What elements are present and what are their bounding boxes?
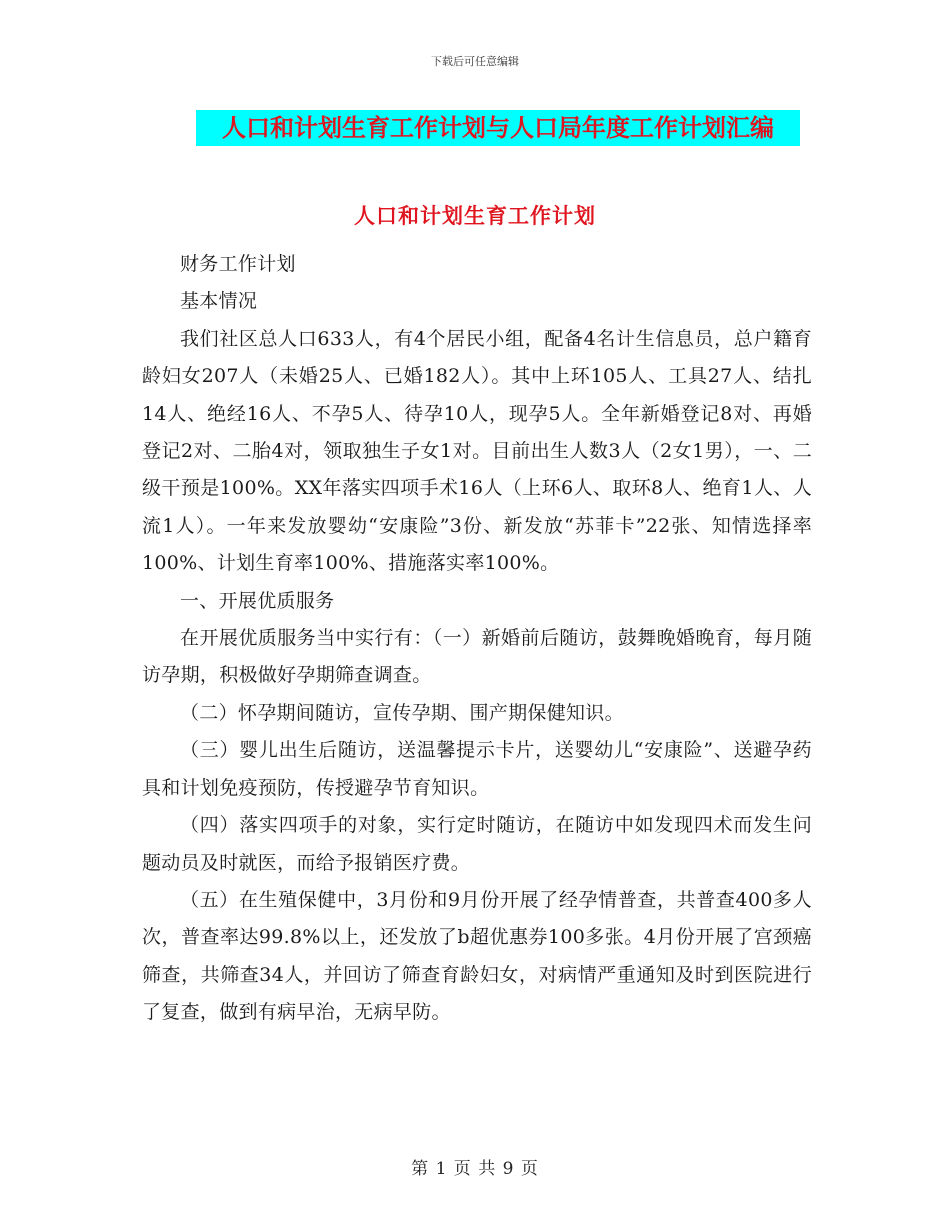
paragraph: （四）落实四项手的对象，实行定时随访，在随访中如发现四术而发生问题动员及时就医，而给予报销医疗费。 [142, 814, 812, 874]
paragraph: （五）在生殖保健中，3月份和9月份开展了经孕情普查，共普查400多人次，普查率达99.8%以上，还发放了b超优惠券100多张。4月份开展了宫颈癌筛查，共筛查34人，并回访了筛查育龄妇女，对病情严重通知及时到医院进行了复查，做到有病早治，无病早防。 [142, 888, 812, 1024]
paragraph: 我们社区总人口633人，有4个居民小组，配备4名计生信息员，总户籍育龄妇女207人（未婚25人、已婚182人）。其中上环105人、工具27人、结扎14人、绝经16人、不孕5人、待孕10人，现孕5人。全年新婚登记8对、再婚登记2对、二胎4对，领取独生子女1对。目前出生人数3人（2女1男），一、二级干预是100%。XX年落实四项手术16人（上环6人、取环8人、绝育1人、人流1人）。一年来发放婴幼“安康险”3份、新发放“苏菲卡”22张、知情选择率100%、计划生育率100%、措施落实率100%。 [142, 327, 812, 575]
main-title-highlight [196, 110, 800, 146]
paragraph: 基本情况 [180, 290, 258, 313]
paragraph: （三）婴儿出生后随访，送温馨提示卡片，送婴幼儿“安康险”、送避孕药具和计划免疫预防，传授避孕节育知识。 [142, 739, 812, 799]
page-footer: 第 1 页 共 9 页 [411, 1159, 539, 1179]
section-title: 人口和计划生育工作计划 [354, 203, 596, 228]
header-note: 下载后可任意编辑 [431, 55, 519, 68]
paragraph: 在开展优质服务当中实行有：（一）新婚前后随访，鼓舞晚婚晚育，每月随访孕期，积极做好孕期筛查调查。 [142, 627, 812, 687]
paragraph: 一、开展优质服务 [180, 589, 335, 612]
paragraph: （二）怀孕期间随访，宣传孕期、围产期保健知识。 [180, 701, 624, 724]
document-body [142, 246, 812, 1032]
main-title: 人口和计划生育工作计划与人口局年度工作计划汇编 [222, 113, 774, 142]
paragraph: 财务工作计划 [180, 253, 296, 275]
